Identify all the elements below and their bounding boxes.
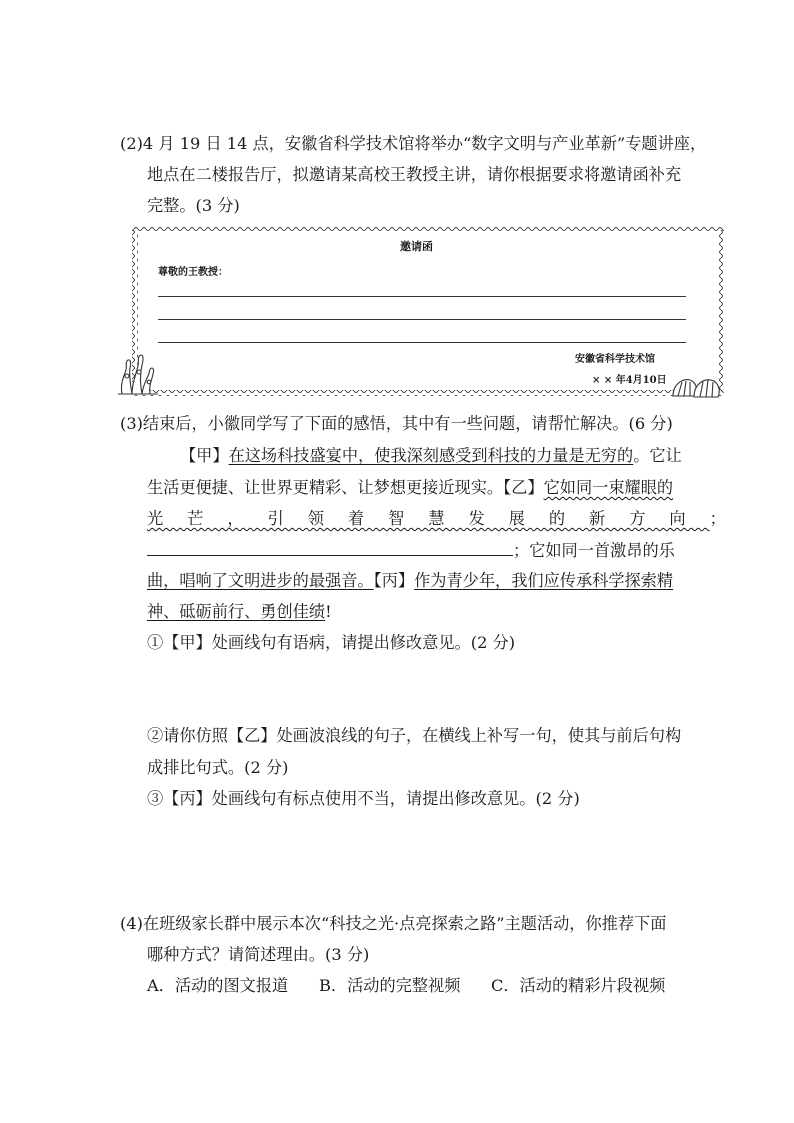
passage-text: 曲，唱响了文明进步的最强音。 [147, 571, 374, 590]
q3-sub-question-2-line-1: ②请你仿照【乙】处画波浪线的句子，在横线上补写一句，使其与前后句构 [147, 726, 682, 745]
invitation-sender: 安徽省科学技术馆 [575, 354, 655, 365]
option-b[interactable]: B．活动的完整视频 [319, 976, 461, 995]
q3-passage-line-3 [147, 508, 726, 530]
jia-underlined-sentence: 在这场科技盛宴中，使我深刻感受到科技的力量是无穷的 [228, 446, 634, 465]
yi-wavy-sentence-part-2: 光芒，引领着智慧发展的新方向 [147, 509, 710, 528]
option-c[interactable]: C．活动的精彩片段视频 [491, 976, 666, 995]
bing-underlined-sentence-part-2: 神、砥砺前行、勇创佳绩 [147, 602, 326, 621]
invitation-title: 邀请函 [400, 240, 433, 253]
invitation-blank-line-1 [158, 296, 686, 297]
marker-yi: 【乙】 [503, 478, 544, 497]
q2-line-1: (2)4 月 19 日 14 点，安徽省科学技术馆将举办“数字文明与产业革新”专题讲座， [120, 134, 707, 153]
q2-line-2: 地点在二楼报告厅，拟邀请某高校王教授主讲，请你根据要求将邀请函补充 [147, 165, 682, 184]
q2-line-3: 完整。(3 分) [147, 196, 240, 215]
invitation-greeting: 尊敬的王教授： [158, 267, 228, 278]
q4-line-1: (4)在班级家长群中展示本次“科技之光·点亮探索之路”主题活动，你推荐下面 [120, 914, 667, 933]
marker-jia: 【甲】 [180, 446, 229, 465]
q3-passage-line-6 [147, 601, 332, 623]
coral-decoration-icon [116, 352, 160, 396]
bing-end: ! [325, 602, 332, 621]
passage-text: 生活更便捷、让世界更精彩、让梦想更接近现实。 [147, 478, 504, 497]
bing-underlined-sentence-part-1: 作为青少年，我们应传承科学探索精 [414, 571, 674, 590]
q3-sub-question-2-line-2: 成排比句式。(2 分) [147, 758, 289, 777]
marker-bing: 【丙】 [373, 571, 415, 590]
q3-intro: (3)结束后，小徽同学写了下面的感悟，其中有一些问题，请帮忙解决。(6 分) [120, 414, 673, 433]
option-a[interactable]: A．活动的图文报道 [147, 976, 289, 995]
q3-passage-line-2 [147, 477, 673, 499]
yi-punct: ； [709, 509, 726, 528]
q3-passage-line-5 [147, 570, 673, 592]
invitation-date: × × 年4月10日 [592, 375, 667, 386]
invitation-blank-line-3 [158, 342, 686, 343]
fill-in-blank-line[interactable] [147, 539, 513, 556]
passage-text: ；它如同一首激昂的乐 [513, 541, 675, 560]
yi-wavy-sentence-part-1: 它如同一束耀眼的 [543, 478, 674, 497]
jia-tail: 。它让 [633, 446, 682, 465]
invitation-blank-line-2 [158, 319, 686, 320]
q3-passage-line-1 [180, 445, 682, 467]
q3-sub-question-3: ③【丙】处画线句有标点使用不当，请提出修改意见。(2 分) [147, 789, 580, 808]
q4-options [147, 975, 665, 997]
q3-sub-question-1: ①【甲】处画线句有语病，请提出修改意见。(2 分) [147, 633, 516, 652]
seashell-decoration-icon [670, 372, 722, 400]
q3-passage-line-4 [147, 539, 675, 562]
q4-line-2: 哪种方式？请简述理由。(3 分) [147, 945, 370, 964]
